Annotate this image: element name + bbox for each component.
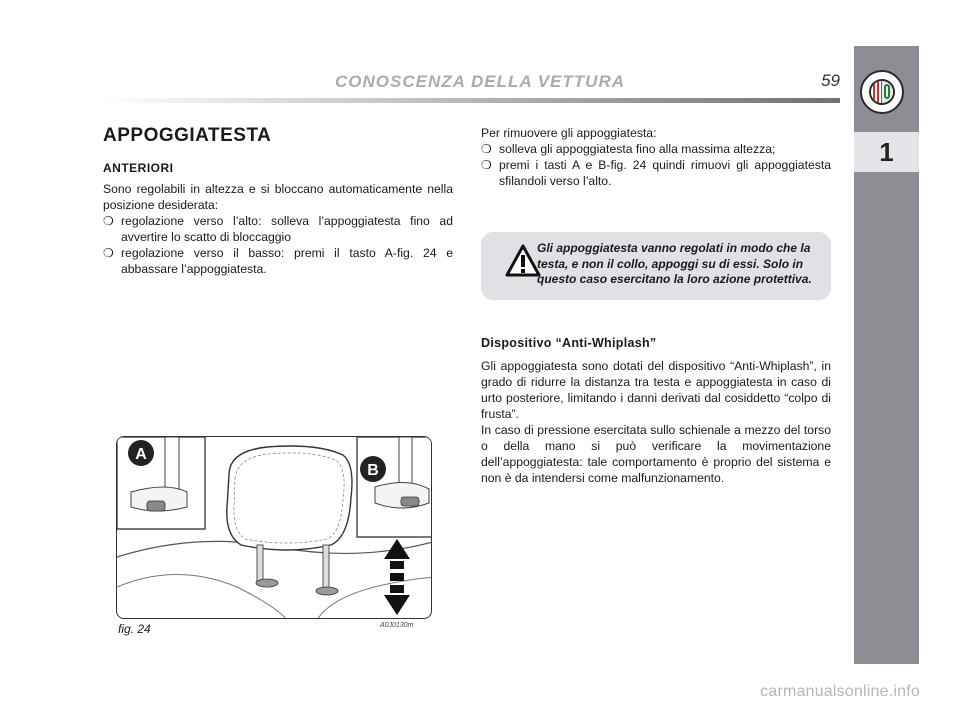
subsection-heading: ANTERIORI [103, 161, 174, 175]
list-item-text: regolazione verso il basso: premi il tasto A-fig. 24 e abbassare l’appoggiatesta. [121, 246, 453, 276]
figure-label-a: A [135, 446, 147, 463]
figure-code: A0J0130m [380, 622, 414, 629]
alfa-romeo-logo-icon [860, 70, 904, 114]
list-item [481, 157, 831, 189]
figure-caption: fig. 24 [118, 622, 151, 636]
circle-bullet-icon: ❍ [103, 246, 114, 260]
header-rule [100, 98, 840, 103]
anti-whiplash-section [481, 336, 831, 486]
anti-whiplash-heading: Dispositivo “Anti-Whiplash” [481, 336, 657, 350]
headrest-illustration [116, 436, 432, 619]
figure-label-b: B [367, 462, 379, 479]
circle-bullet-icon: ❍ [481, 158, 492, 172]
chapter-number: 1 [854, 132, 919, 172]
list-item [103, 245, 453, 277]
list-item-text: premi i tasti A e B-fig. 24 quindi rimuovi gli appoggiatesta sfilandoli verso l’alto. [499, 158, 831, 188]
watermark: carmanualsonline.info [760, 683, 920, 700]
anti-whiplash-paragraph-1: Gli appoggiatesta sono dotati del dispositivo “Anti-Whiplash”, in grado di ridurre la distanza tra testa e appoggiatesta in caso di urto posteriore, limitando i danni derivati dal cosiddetto “colpo di frusta”. [481, 359, 831, 421]
right-column [481, 125, 831, 189]
list-item-text: regolazione verso l’alto: solleva l’appoggiatesta fino ad avvertire lo scatto di bloccaggio [121, 214, 453, 244]
removal-intro: Per rimuovere gli appoggiatesta: [481, 126, 657, 140]
left-column [103, 125, 453, 277]
anti-whiplash-paragraph-2: In caso di pressione esercitata sullo schienale a mezzo del torso o della mano si può verificare la movimentazione dell’appoggiatesta: tale comportamento è proprio del sistema e non è da intendersi come malfunzionamento. [481, 423, 831, 485]
running-header-title: CONOSCENZA DELLA VETTURA [334, 72, 625, 91]
list-item [103, 213, 453, 245]
intro-paragraph: Sono regolabili in altezza e si bloccano automaticamente nella posizione desiderata: [103, 182, 453, 212]
warning-text: Gli appoggiatesta vanno regolati in modo che la testa, e non il collo, appoggi su di essi. Solo in questo caso esercitano la loro azione protettiva. [537, 241, 812, 286]
warning-triangle-icon [505, 244, 541, 278]
list-item [481, 141, 831, 157]
circle-bullet-icon: ❍ [481, 142, 492, 156]
list-item-text: solleva gli appoggiatesta fino alla massima altezza; [499, 142, 776, 156]
circle-bullet-icon: ❍ [103, 214, 114, 228]
page-number: 59 [821, 71, 840, 90]
warning-box [481, 232, 831, 300]
section-heading: APPOGGIATESTA [103, 125, 272, 146]
